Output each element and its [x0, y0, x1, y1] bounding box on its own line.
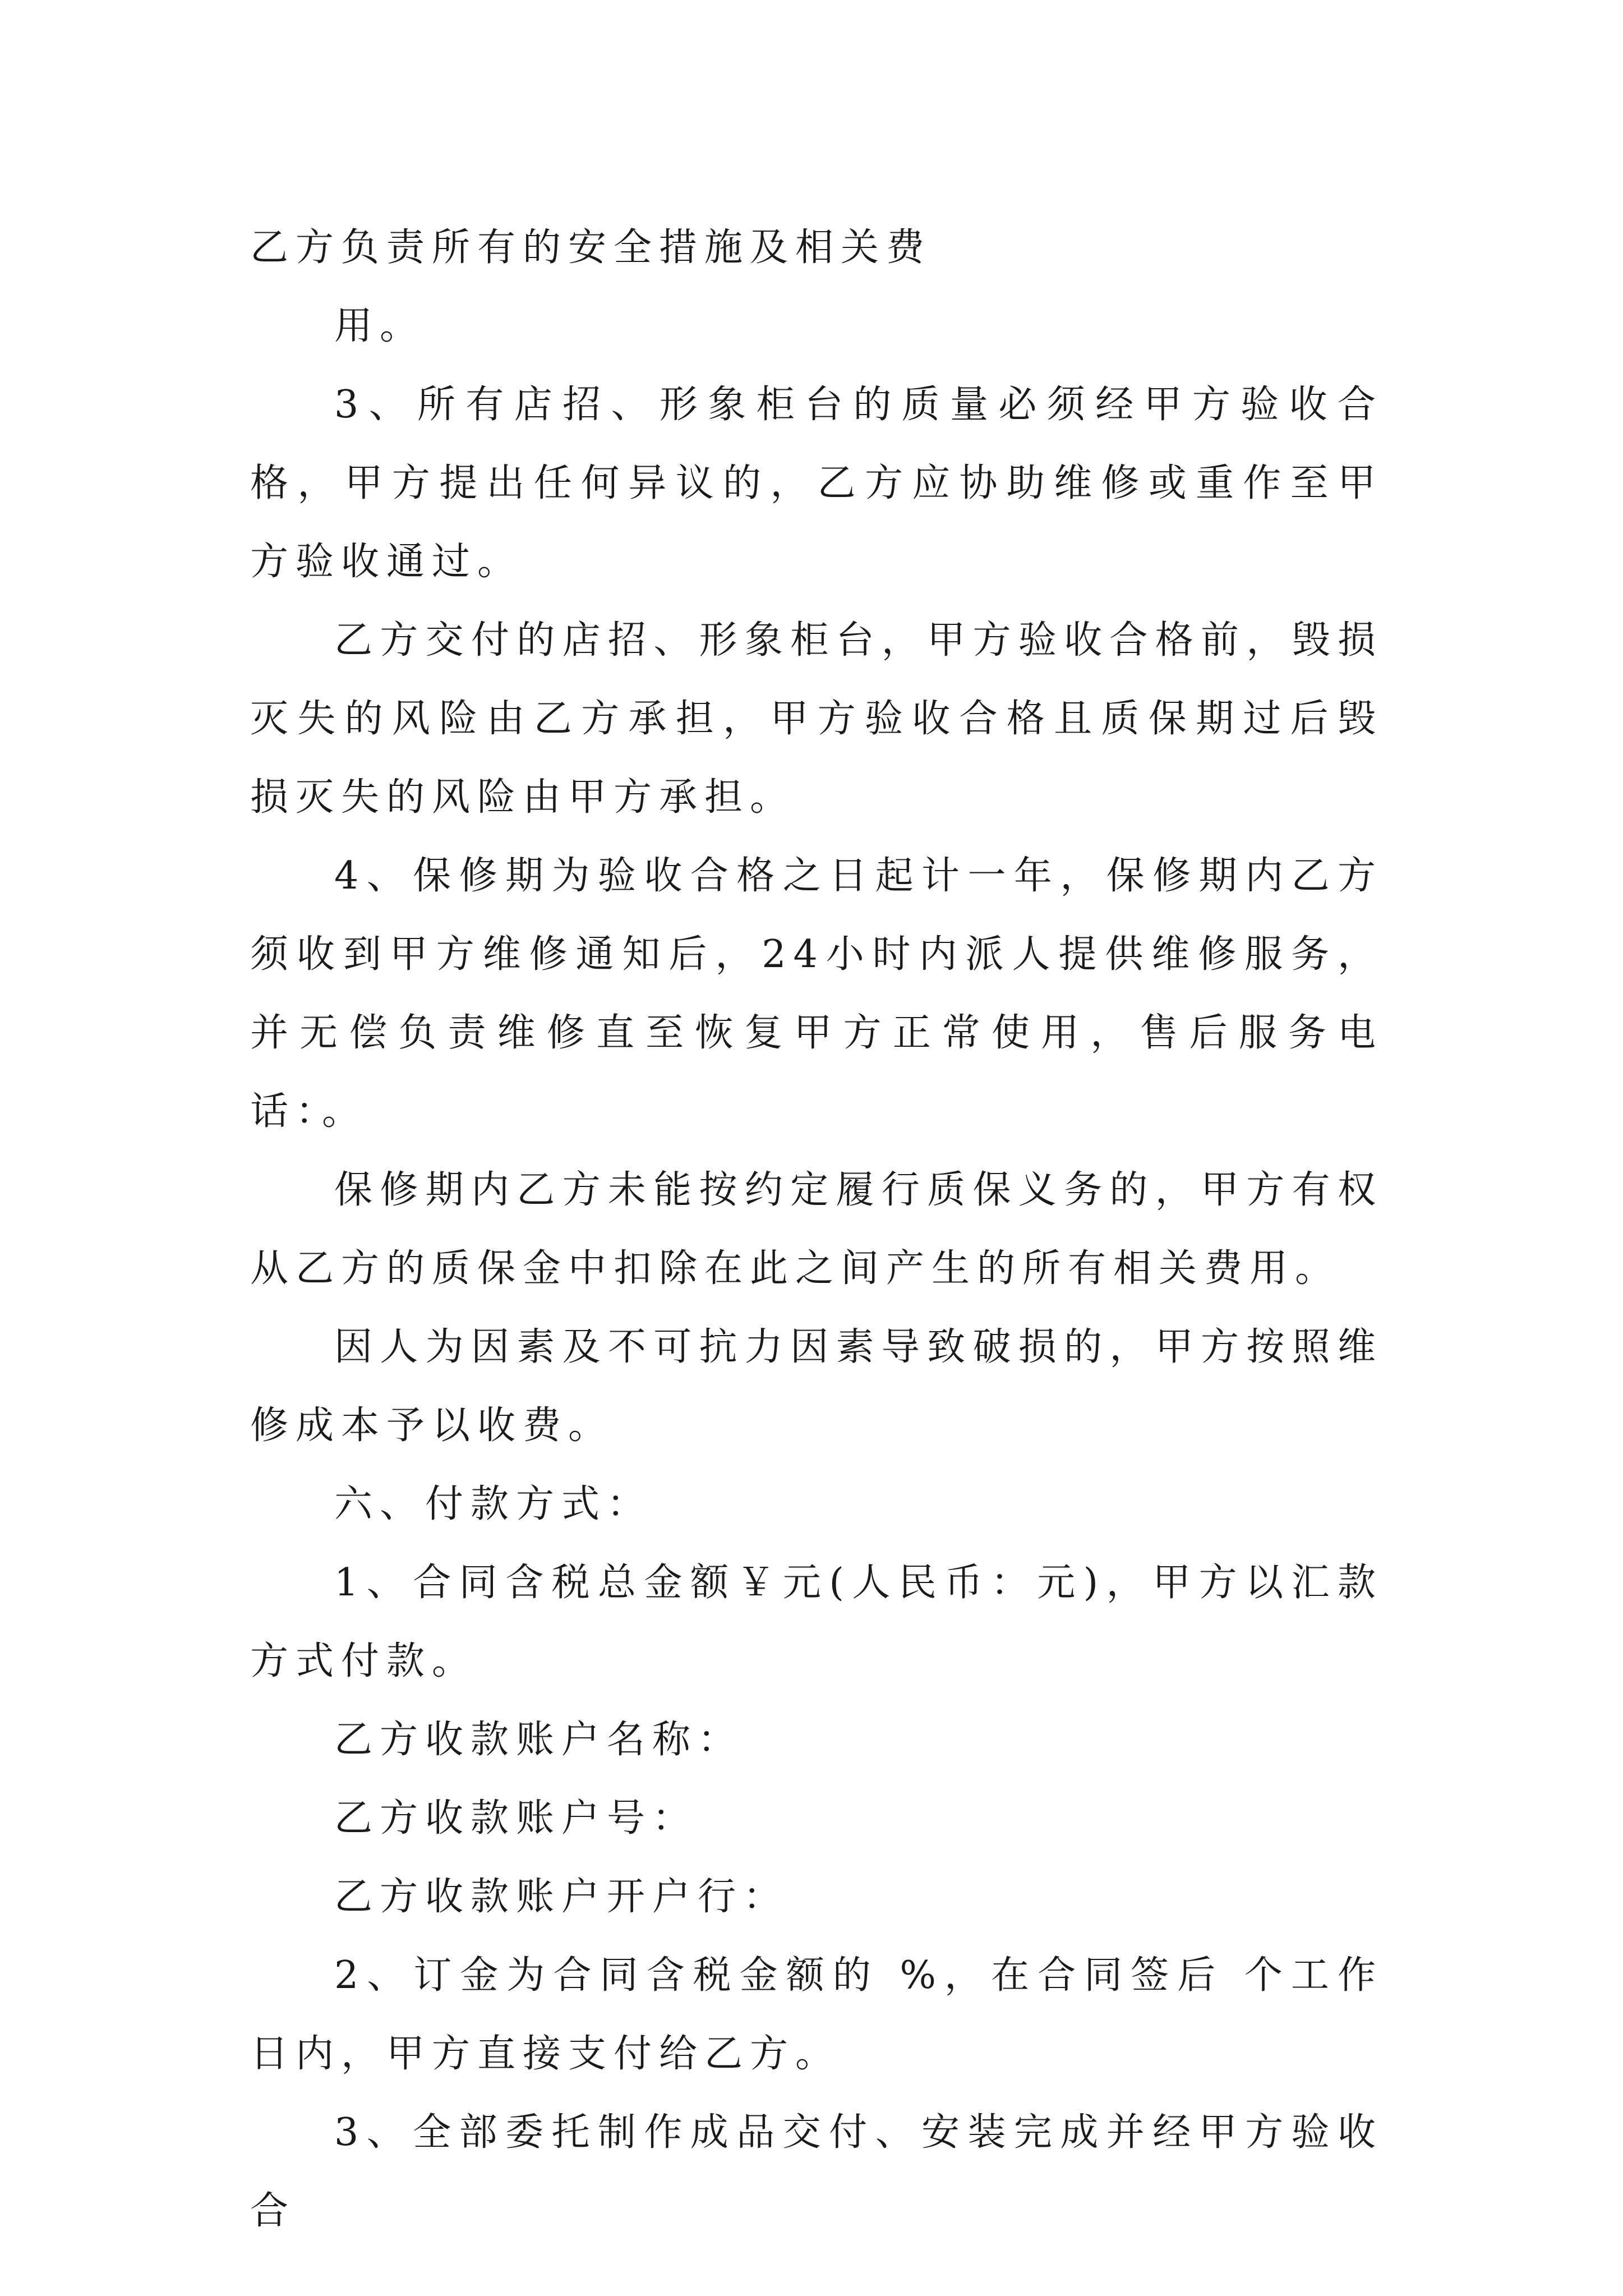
paragraph-safety-costs: 乙方负责所有的安全措施及相关费 [250, 226, 932, 270]
paragraph-damage-charges: 因人为因素及不可抗力因素导致破损的，甲方按照维修成本予以收费。 [250, 1325, 1383, 1448]
paragraph-risk-transfer: 乙方交付的店招、形象柜台，甲方验收合格前，毁损灭失的风险由乙方承担，甲方验收合格且质保期过后毁损灭失的风险由甲方承担。 [250, 618, 1383, 820]
paragraph-safety-costs-continued: 用。 [334, 304, 426, 348]
section-heading-payment: 六、付款方式： [334, 1482, 653, 1526]
paragraph-payment-3-final: 3、全部委托制作成品交付、安装完成并经甲方验收合 [250, 2110, 1383, 2233]
paragraph-payment-2-deposit: 2、订金为合同含税金额的 %，在合同签后 个工作日内，甲方直接支付给乙方。 [250, 1953, 1383, 2076]
paragraph-clause-3-quality: 3、所有店招、形象柜台的质量必须经甲方验收合格，甲方提出任何异议的，乙方应协助维修或重作至甲方验收通过。 [250, 383, 1383, 584]
paragraph-account-name: 乙方收款账户名称： [334, 1718, 744, 1762]
paragraph-clause-4-warranty: 4、保修期为验收合格之日起计一年，保修期内乙方须收到甲方维修通知后，24小时内派人提供维修服务，并无偿负责维修直至恢复甲方正常使用，售后服务电话：。 [250, 854, 1383, 1134]
paragraph-account-bank: 乙方收款账户开户行： [334, 1875, 789, 1919]
paragraph-account-number: 乙方收款账户号： [334, 1796, 698, 1841]
paragraph-payment-1-total: 1、合同含税总金额￥元(人民币：元)，甲方以汇款方式付款。 [250, 1561, 1383, 1683]
document-body [250, 209, 1383, 2251]
paragraph-warranty-deduction: 保修期内乙方未能按约定履行质保义务的，甲方有权从乙方的质保金中扣除在此之间产生的所有相关费用。 [250, 1168, 1383, 1291]
